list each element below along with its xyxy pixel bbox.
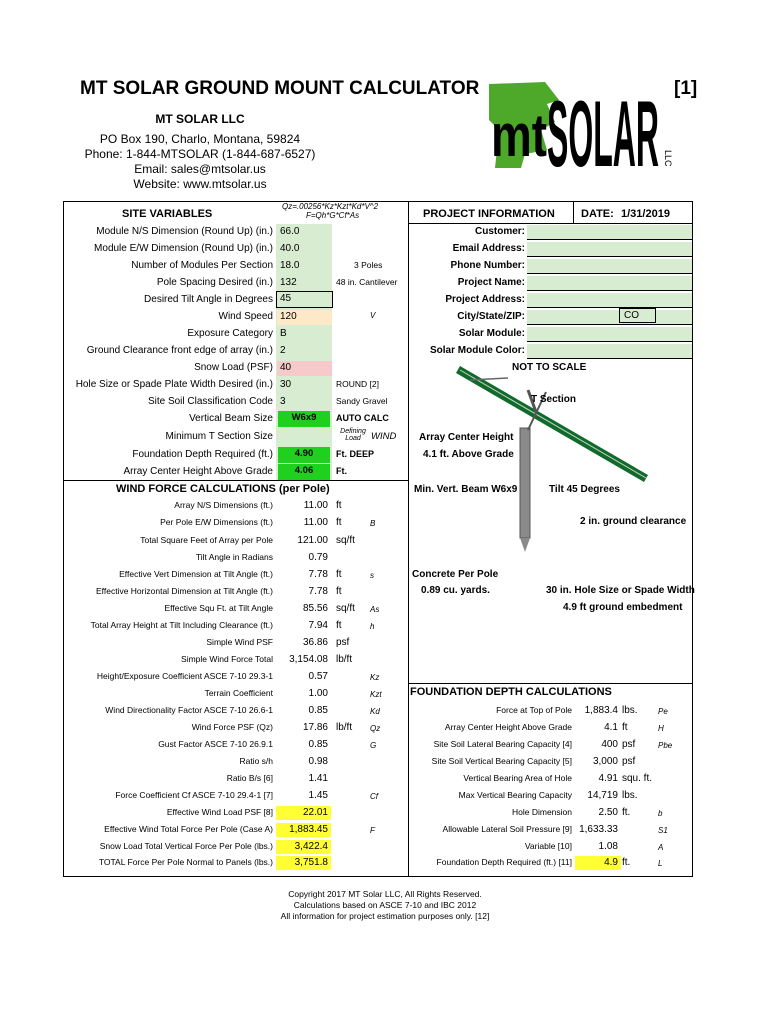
wind-row-value: 11.00 — [303, 500, 328, 511]
wind-row-symbol: F — [370, 826, 375, 835]
site-variable-note: Sandy Gravel — [336, 396, 388, 406]
wind-row-value: 121.00 — [297, 535, 328, 546]
foundation-row-symbol: Pe — [658, 707, 668, 716]
title-reference: [1] — [674, 78, 698, 99]
foundation-row-unit: lbs. — [622, 705, 638, 716]
foundation-row-symbol: L — [658, 859, 663, 868]
wind-row-label: TOTAL Force Per Pole Normal to Panels (lbs.) — [98, 857, 273, 867]
defining-load-note: Defining Load — [340, 428, 366, 442]
foundation-row-label: Variable [10] — [524, 841, 572, 851]
site-variables-heading: SITE VARIABLES — [122, 208, 213, 220]
wind-row-label: Effective Wind Total Force Per Pole (Case A) — [104, 824, 273, 834]
foundation-row-unit: ft. — [622, 807, 631, 818]
foundation-rule — [408, 683, 693, 684]
wind-row-value: 0.57 — [308, 671, 328, 682]
site-variable-label: Exposure Category — [187, 328, 273, 339]
site-variable-input[interactable]: 40 — [277, 361, 332, 376]
concrete-label: Concrete Per Pole — [412, 569, 499, 580]
site-variable-input[interactable]: 132 — [280, 277, 297, 288]
above-grade-label: 4.1 ft. Above Grade — [423, 449, 514, 460]
site-variable-input[interactable]: 66.0 — [280, 226, 300, 237]
wind-row-unit: psf — [336, 637, 350, 648]
wind-row-value: 0.98 — [308, 756, 328, 767]
wind-row-unit: sq/ft — [336, 535, 355, 546]
wind-row-value: 0.85 — [308, 739, 328, 750]
foundation-row-unit: psf — [622, 739, 636, 750]
wind-row-unit: lb/ft — [336, 654, 353, 665]
site-variable-label: Ground Clearance front edge of array (in.) — [86, 345, 273, 356]
project-field-label: Solar Module Color: — [430, 345, 525, 356]
site-variable-label: Array Center Height Above Grade — [123, 466, 273, 477]
foundation-row-value: 2.50 — [598, 807, 618, 818]
site-variable-input[interactable]: 2 — [280, 345, 286, 356]
foundation-row-label: Force at Top of Pole — [496, 705, 572, 715]
site-wind-rule — [63, 480, 408, 481]
wind-row-label: Simple Wind PSF — [206, 637, 273, 647]
foundation-row-symbol: S1 — [658, 826, 668, 835]
foundation-row-value: 4.1 — [604, 722, 618, 733]
site-variable-note: ROUND [2] — [336, 379, 379, 389]
wind-row-label: Tilt Angle in Radians — [195, 552, 273, 562]
wind-row-value: 7.78 — [308, 569, 328, 580]
project-field-input[interactable] — [527, 225, 692, 240]
site-variable-label: Vertical Beam Size — [189, 413, 273, 424]
footer-basis: Calculations based on ASCE 7-10 and IBC 2012 — [293, 900, 477, 910]
wind-row-value: 3,154.08 — [289, 654, 328, 665]
wind-row-symbol: Kd — [370, 707, 380, 716]
beam-foot — [520, 538, 530, 552]
site-variable-label: Foundation Depth Required (ft.) — [132, 449, 273, 460]
site-variable-note: V — [370, 311, 376, 320]
company-phone: Phone: 1-844-MTSOLAR (1-844-687-6527) — [84, 147, 316, 161]
mt-solar-logo — [485, 70, 677, 172]
foundation-row-unit: ft — [622, 722, 628, 733]
project-field-label: Project Address: — [445, 294, 525, 305]
foundation-row-value: 1,633.33 — [579, 824, 618, 835]
site-variable-input[interactable]: 45 — [276, 291, 333, 308]
foundation-row-value: 1.08 — [598, 841, 618, 852]
wind-row-unit: ft — [336, 620, 342, 631]
mount-diagram — [408, 360, 693, 560]
wind-row-label: Effective Squ Ft. at Tilt Angle — [164, 603, 273, 613]
wind-row-label: Effective Horizontal Dimension at Tilt Angle (ft.) — [95, 586, 273, 596]
embed-label: 4.9 ft ground embedment — [563, 602, 683, 613]
site-variable-input[interactable]: B — [280, 328, 287, 339]
vertical-beam — [520, 428, 530, 538]
wind-row-value: 17.86 — [302, 722, 328, 733]
site-variable-label: Snow Load (PSF) — [194, 362, 273, 373]
site-variable-input[interactable]: 3 — [280, 396, 286, 407]
site-variable-label: Module E/W Dimension (Round Up) (in.) — [94, 243, 273, 254]
site-variable-label: Module N/S Dimension (Round Up) (in.) — [96, 226, 273, 237]
wind-row-label: Wind Directionality Factor ASCE 7-10 26.6-1 — [105, 705, 273, 715]
site-variable-input — [277, 430, 332, 445]
site-variable-input: 4.06 — [278, 464, 330, 480]
site-variable-label: Number of Modules Per Section — [131, 260, 273, 271]
wind-row-symbol: B — [370, 519, 376, 528]
footer-disclaimer: All information for project estimation purposes only. [12] — [280, 911, 490, 921]
wind-row-value: 11.00 — [303, 517, 328, 528]
site-variable-label: Pole Spacing Desired (in.) — [156, 277, 273, 288]
foundation-row-symbol: b — [658, 809, 663, 818]
wind-row-label: Simple Wind Force Total — [181, 654, 273, 664]
wind-row-value: 0.79 — [308, 552, 328, 563]
wind-row-unit: ft — [336, 586, 342, 597]
formula-qz: Qz=.00256*Kz*Kzt*Kd*V^2 — [282, 202, 379, 211]
foundation-heading: FOUNDATION DEPTH CALCULATIONS — [410, 686, 612, 698]
wind-row-value: 3,422.4 — [276, 840, 331, 854]
page-title: MT SOLAR GROUND MOUNT CALCULATOR — [80, 78, 480, 99]
wind-row-value: 22.01 — [276, 806, 331, 820]
project-field-input[interactable] — [527, 276, 692, 291]
project-field-label: Customer: — [474, 226, 525, 237]
foundation-row-unit: ft. — [622, 857, 631, 868]
t-section-label: T Section — [531, 394, 577, 405]
foundation-row-value: 4.9 — [575, 856, 621, 870]
foundation-row-label: Site Soil Vertical Bearing Capacity [5] — [431, 756, 572, 766]
wind-row-label: Force Coefficient Cf ASCE 7-10 29.4-1 [7] — [115, 790, 273, 800]
foundation-row-value: 1,883.4 — [584, 705, 618, 716]
foundation-row-symbol: H — [658, 724, 664, 733]
foundation-row-label: Foundation Depth Required (ft.) [11] — [436, 857, 572, 867]
wind-row-symbol: h — [370, 622, 375, 631]
wind-row-unit: ft — [336, 500, 342, 511]
site-variable-input: W6x9 — [278, 411, 330, 427]
site-variable-input[interactable]: 120 — [277, 310, 332, 325]
wind-row-label: Gust Factor ASCE 7-10 26.9.1 — [158, 739, 273, 749]
foundation-row-label: Site Soil Lateral Bearing Capacity [4] — [433, 739, 572, 749]
state-field[interactable]: CO — [619, 308, 656, 323]
site-variable-input[interactable]: 30 — [280, 379, 292, 390]
project-field-label: Solar Module: — [458, 328, 525, 339]
site-variable-label: Wind Speed — [218, 311, 273, 322]
foundation-row-unit: squ. ft. — [622, 773, 653, 784]
foundation-row-symbol: Pbe — [658, 741, 673, 750]
wind-row-label: Wind Force PSF (Qz) — [191, 722, 273, 732]
wind-row-symbol: s — [370, 571, 374, 580]
company-address: PO Box 190, Charlo, Montana, 59824 — [99, 132, 301, 146]
foundation-row-label: Allowable Lateral Soil Pressure [9] — [442, 824, 572, 834]
project-field-input[interactable] — [527, 259, 692, 274]
clearance-label: 2 in. ground clearance — [580, 516, 687, 527]
foundation-row-symbol: A — [658, 843, 664, 852]
wind-row-symbol: Kzt — [370, 690, 382, 699]
date-label: DATE: — [581, 208, 614, 220]
project-field-input[interactable] — [527, 327, 692, 342]
foundation-row-value: 3,000 — [592, 756, 618, 767]
foundation-row-unit: psf — [622, 756, 636, 767]
foundation-row-value: 14,719 — [587, 790, 618, 801]
wind-row-label: Effective Vert Dimension at Tilt Angle (ft.) — [119, 569, 273, 579]
hole-label: 30 in. Hole Size or Spade Width — [546, 585, 695, 596]
formula-f: F=Qh*G*Cf*As — [306, 211, 360, 220]
site-variable-note: AUTO CALC — [336, 413, 389, 423]
wind-row-label: Snow Load Total Vertical Force Per Pole (lbs.) — [99, 841, 273, 851]
svg-text:mt: mt — [491, 102, 548, 169]
foundation-row-unit: lbs. — [622, 790, 638, 801]
foundation-row-label: Max Vertical Bearing Capacity — [458, 790, 572, 800]
project-field-label: City/State/ZIP: — [457, 311, 525, 322]
wind-row-symbol: G — [370, 741, 377, 750]
site-variable-note: Ft. — [336, 466, 347, 476]
foundation-row-label: Hole Dimension — [512, 807, 572, 817]
site-variable-note: 3 Poles — [354, 260, 383, 270]
wind-row-label: Ratio s/h — [239, 756, 273, 766]
project-field-label: Phone Number: — [450, 260, 525, 271]
wind-row-label: Effective Wind Load PSF [8] — [166, 807, 273, 817]
site-variable-label: Minimum T Section Size — [165, 431, 273, 442]
wind-row-value: 7.78 — [308, 586, 328, 597]
wind-row-label: Terrain Coefficient — [204, 688, 273, 698]
wind-row-symbol: Kz — [370, 673, 380, 682]
wind-row-value: 1,883.45 — [276, 823, 331, 837]
wind-row-symbol: Qz — [370, 724, 381, 733]
wind-row-unit: lb/ft — [336, 722, 353, 733]
footer — [0, 889, 770, 922]
concrete-value: 0.89 cu. yards. — [421, 585, 490, 596]
site-variable-input[interactable]: 40.0 — [280, 243, 300, 254]
site-variable-input[interactable]: 18.0 — [280, 260, 300, 271]
project-header-rule — [408, 223, 693, 224]
project-field-input[interactable] — [527, 310, 692, 325]
min-beam-label: Min. Vert. Beam W6x9 — [414, 484, 518, 495]
date-value: 1/31/2019 — [621, 208, 670, 220]
wind-row-value: 85.56 — [302, 603, 328, 614]
site-variable-label: Hole Size or Spade Plate Width Desired (in.) — [75, 379, 273, 390]
foundation-row-value: 400 — [601, 739, 618, 750]
foundation-row-label: Vertical Bearing Area of Hole — [463, 773, 572, 783]
wind-row-label: Ratio B/s [6] — [226, 773, 273, 783]
array-center-label: Array Center Height — [419, 432, 514, 443]
company-name: MT SOLAR LLC — [155, 112, 245, 126]
project-field-input[interactable] — [527, 293, 692, 308]
wind-row-unit: ft — [336, 517, 342, 528]
wind-row-value: 1.41 — [308, 773, 328, 784]
company-website: Website: www.mtsolar.us — [133, 177, 267, 191]
wind-row-value: 1.45 — [308, 790, 328, 801]
wind-row-unit: sq/ft — [336, 603, 355, 614]
tilt-label: Tilt 45 Degrees — [549, 484, 620, 495]
wind-row-value: 36.86 — [302, 637, 328, 648]
wind-row-value: 7.94 — [308, 620, 328, 631]
wind-row-label: Total Square Feet of Array per Pole — [140, 535, 273, 545]
wind-row-symbol: Cf — [370, 792, 378, 801]
wind-row-label: Array N/S Dimensions (ft.) — [174, 500, 273, 510]
project-info-heading: PROJECT INFORMATION — [423, 208, 555, 220]
wind-row-label: Total Array Height at Tilt Including Clearance (ft.) — [90, 620, 273, 630]
svg-text:SOLAR: SOLAR — [547, 81, 659, 172]
site-variable-label: Site Soil Classification Code — [147, 396, 273, 407]
wind-row-unit: ft — [336, 569, 342, 580]
wind-row-label: Height/Exposure Coefficient ASCE 7-10 29.3-1 — [96, 671, 273, 681]
wind-row-value: 0.85 — [308, 705, 328, 716]
date-divider — [573, 201, 574, 223]
not-to-scale-note: NOT TO SCALE — [512, 362, 587, 373]
site-variable-label: Desired Tilt Angle in Degrees — [144, 294, 273, 305]
wind-row-value: 1.00 — [308, 688, 328, 699]
foundation-row-value: 4.91 — [598, 773, 618, 784]
wind-row-label: Per Pole E/W Dimensions (ft.) — [160, 517, 273, 527]
company-email: Email: sales@mtsolar.us — [134, 162, 266, 176]
svg-text:LLC: LLC — [663, 150, 673, 167]
footer-copyright: Copyright 2017 MT Solar LLC, All Rights Reserved. — [288, 889, 482, 899]
wind-row-symbol: As — [370, 605, 380, 614]
site-variable-note: Ft. DEEP — [336, 449, 375, 459]
project-field-input[interactable] — [527, 242, 692, 257]
project-field-input[interactable] — [527, 344, 692, 359]
site-variable-note: 48 in. Cantilever — [336, 277, 398, 287]
project-field-label: Project Name: — [457, 277, 525, 288]
project-field-label: Email Address: — [452, 243, 525, 254]
solar-array-panel — [456, 366, 648, 482]
wind-heading: WIND FORCE CALCULATIONS (per Pole) — [116, 483, 330, 495]
wind-row-value: 3,751.8 — [276, 856, 331, 870]
foundation-row-label: Array Center Height Above Grade — [444, 722, 572, 732]
site-variable-note: WIND — [371, 431, 397, 442]
company-info — [0, 112, 400, 192]
site-variable-input: 4.90 — [278, 447, 330, 463]
